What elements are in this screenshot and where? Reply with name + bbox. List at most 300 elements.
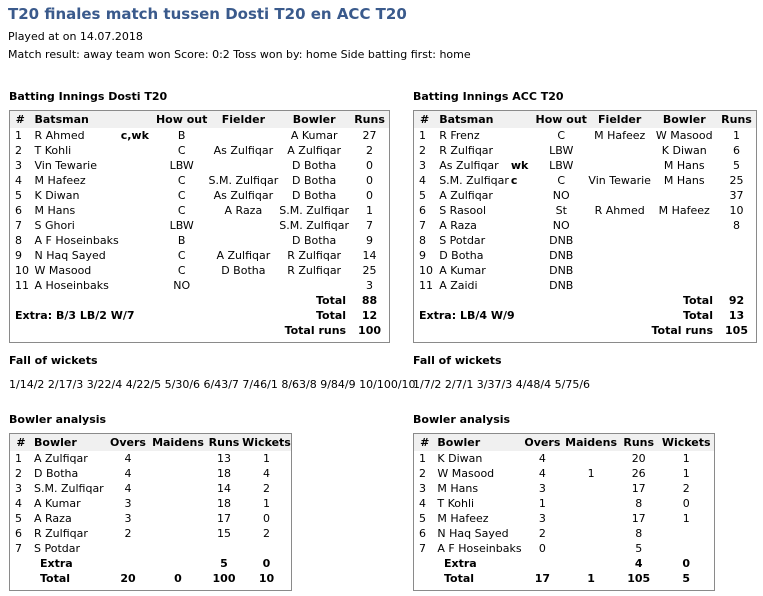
- wickets: 5: [682, 572, 691, 585]
- fielder: [588, 143, 652, 158]
- bowler-name: M Hafeez: [437, 512, 489, 525]
- fielder: As Zulfiqar: [213, 189, 274, 202]
- overs: 20: [120, 572, 136, 585]
- bowl-total-row: [10, 571, 291, 586]
- runs: 27: [362, 129, 377, 142]
- row-number: 1: [419, 129, 426, 142]
- maidens: 1: [587, 467, 595, 480]
- how-out: DNB: [549, 279, 574, 292]
- row-number: 10: [15, 264, 29, 277]
- how-out: LBW: [169, 219, 194, 232]
- row-number: 1: [15, 129, 22, 142]
- fielder: A Raza: [224, 204, 263, 217]
- fielder: S.M. Zulfiqar: [208, 174, 279, 187]
- bowler: M Hafeez: [658, 204, 710, 217]
- row-number: 11: [419, 279, 433, 292]
- summary-label: Total: [682, 309, 713, 322]
- how-out: NO: [552, 189, 570, 202]
- runs: 5: [733, 159, 740, 172]
- batting-row: [10, 248, 389, 263]
- overs: 3: [538, 512, 546, 525]
- overs: 1: [538, 497, 546, 510]
- runs: 9: [366, 234, 374, 247]
- batsman-name: S Ghori: [34, 219, 75, 232]
- row-number: 5: [419, 512, 426, 525]
- batsman-name: A Kumar: [439, 264, 486, 277]
- summary-label: Extra: [40, 557, 73, 570]
- maidens: 1: [587, 572, 595, 585]
- fielder: D Botha: [221, 264, 266, 277]
- overs: 2: [124, 527, 132, 540]
- how-out: C: [177, 264, 186, 277]
- runs: 18: [217, 467, 231, 480]
- bowler-name: W Masood: [437, 467, 495, 480]
- batsman-tag: [509, 233, 535, 248]
- maidens: [150, 451, 206, 466]
- bowler-name: M Hans: [437, 482, 479, 495]
- runs: 14: [362, 249, 377, 262]
- batsman-tag: c: [510, 174, 518, 187]
- wickets: 4: [263, 467, 270, 480]
- runs: 18: [217, 497, 231, 510]
- batting-table-left: [9, 110, 390, 343]
- runs: 105: [627, 572, 651, 585]
- batsman-tag: [119, 143, 155, 158]
- how-out: B: [177, 129, 186, 142]
- row-number: 4: [15, 497, 22, 510]
- row-number: 2: [15, 467, 22, 480]
- batsman-name: W Masood: [34, 264, 92, 277]
- maidens: [563, 526, 619, 541]
- col-header: Wickets: [658, 434, 714, 451]
- batsman-name: S Rasool: [439, 204, 487, 217]
- bowler-row: [10, 496, 291, 511]
- runs: 3: [366, 279, 374, 292]
- batsman-tag: [119, 158, 155, 173]
- row-number: 3: [419, 482, 426, 495]
- wickets: 0: [262, 557, 271, 570]
- row-number: 1: [419, 452, 426, 465]
- overs: 3: [124, 497, 132, 510]
- bowler-row: [414, 451, 714, 466]
- bowler-row: [414, 511, 714, 526]
- col-header: Overs: [106, 434, 150, 451]
- bowler-row: [414, 481, 714, 496]
- row-number: 4: [419, 497, 426, 510]
- bowl-total-row: [414, 571, 714, 586]
- batting-row: [10, 203, 389, 218]
- row-number: 4: [15, 174, 22, 187]
- summary-label: Total runs: [651, 324, 713, 337]
- row-number: 3: [15, 159, 22, 172]
- fow-title-right: Fall of wickets: [413, 354, 502, 367]
- bowl-title-right: Bowler analysis: [413, 413, 511, 426]
- page-title: T20 finales match tussen Dosti T20 en ACC T20: [8, 5, 407, 23]
- batsman-tag: [509, 143, 535, 158]
- runs: 15: [217, 527, 231, 540]
- batsman-tag: [119, 218, 155, 233]
- bowler: R Zulfiqar: [287, 249, 342, 262]
- runs: 5: [220, 557, 228, 570]
- bowler: M Hans: [663, 174, 705, 187]
- fielder: [209, 233, 279, 248]
- batting-row: [10, 233, 389, 248]
- batsman-tag: [509, 263, 535, 278]
- runs: [206, 541, 242, 556]
- col-header: #: [414, 434, 435, 451]
- bowler: D Botha: [292, 189, 337, 202]
- total-row: [414, 293, 756, 308]
- batsman-name: A Hoseinbaks: [34, 279, 109, 292]
- bowl-table-left: [9, 433, 292, 591]
- bowler-name: S Potdar: [34, 542, 81, 555]
- runs: 2: [366, 144, 374, 157]
- col-header: #: [10, 434, 32, 451]
- bowler-name: A Zulfiqar: [34, 452, 88, 465]
- batting-grid-left: [10, 111, 389, 338]
- batsman-name: Vin Tewarie: [34, 159, 98, 172]
- bowler-row: [414, 526, 714, 541]
- maidens: [150, 496, 206, 511]
- row-number: 5: [15, 512, 22, 525]
- bowler-name: S.M. Zulfiqar: [34, 482, 104, 495]
- batsman-tag: [119, 173, 155, 188]
- total-runs-row: [414, 323, 756, 338]
- how-out: DNB: [549, 249, 574, 262]
- how-out: DNB: [549, 234, 574, 247]
- summary-value: 92: [728, 294, 745, 307]
- bowler-name: A Kumar: [34, 497, 81, 510]
- maidens: [563, 481, 619, 496]
- bowler: [651, 218, 717, 233]
- bowler-row: [10, 511, 291, 526]
- extra-row: [10, 308, 389, 323]
- batting-row: [414, 173, 756, 188]
- fow-title-left: Fall of wickets: [9, 354, 98, 367]
- wickets: [658, 526, 714, 541]
- batting-row: [414, 158, 756, 173]
- runs: 17: [631, 482, 646, 495]
- runs: 0: [366, 159, 374, 172]
- overs: 3: [538, 482, 546, 495]
- batsman-name: R Ahmed: [34, 129, 85, 142]
- batsman-name: D Botha: [439, 249, 484, 262]
- batsman-name: N Haq Sayed: [34, 249, 106, 262]
- fielder: [588, 158, 652, 173]
- col-header: Runs: [206, 434, 242, 451]
- bowler-row: [414, 541, 714, 556]
- batting-row: [414, 248, 756, 263]
- row-number: 7: [15, 542, 22, 555]
- bowler: D Botha: [292, 174, 337, 187]
- how-out: LBW: [549, 144, 574, 157]
- batsman-tag: [509, 278, 535, 293]
- row-number: 7: [419, 219, 426, 232]
- col-header: Batsman: [31, 111, 155, 128]
- batting-row: [414, 218, 756, 233]
- col-header: Maidens: [150, 434, 206, 451]
- row-number: 10: [419, 264, 433, 277]
- runs: [717, 248, 756, 263]
- col-header: Bowler: [32, 434, 106, 451]
- batting-row: [10, 173, 389, 188]
- batsman-name: T Kohli: [34, 144, 72, 157]
- batsman-name: S.M. Zulfiqar: [439, 174, 509, 187]
- summary-value: 88: [361, 294, 378, 307]
- maidens: [150, 511, 206, 526]
- how-out: C: [177, 189, 186, 202]
- runs: 4: [634, 557, 643, 570]
- how-out: NO: [552, 219, 570, 232]
- row-number: 2: [419, 467, 426, 480]
- overs: 4: [538, 452, 546, 465]
- overs: [522, 556, 564, 571]
- fielder: [588, 233, 652, 248]
- col-header: Maidens: [565, 436, 618, 449]
- how-out: NO: [173, 279, 191, 292]
- row-number: 7: [419, 542, 426, 555]
- row-number: 3: [15, 482, 22, 495]
- bowler: [651, 278, 717, 293]
- summary-value: 12: [361, 309, 378, 322]
- bowler: W Masood: [655, 129, 713, 142]
- wickets: [658, 541, 714, 556]
- overs: 2: [538, 527, 546, 540]
- maidens: [150, 466, 206, 481]
- col-header: How out: [155, 113, 208, 126]
- bowl-extra-row: [10, 556, 291, 571]
- bowler-name: N Haq Sayed: [437, 527, 509, 540]
- batsman-name: S Potdar: [439, 234, 486, 247]
- bowler-row: [10, 451, 291, 466]
- bowler: M Hans: [663, 159, 705, 172]
- bowler: [651, 263, 717, 278]
- fow-left: 1/14/2 2/17/3 3/22/4 4/22/5 5/30/6 6/43/7 7/46/1 8/63/8 9/84/9 10/100/10: [9, 378, 416, 391]
- batting-title-right: Batting Innings ACC T20: [413, 90, 564, 103]
- bowler-row: [414, 466, 714, 481]
- batsman-name: A Raza: [439, 219, 477, 232]
- how-out: St: [555, 204, 567, 217]
- how-out: C: [177, 174, 186, 187]
- runs: 25: [729, 174, 744, 187]
- batting-row: [10, 143, 389, 158]
- batsman-tag: [119, 203, 155, 218]
- fielder: [588, 263, 652, 278]
- wickets: 0: [263, 512, 270, 525]
- bowler: K Diwan: [661, 144, 707, 157]
- col-header: #: [10, 111, 31, 128]
- runs: 1: [366, 204, 374, 217]
- bowler-name: A Raza: [34, 512, 72, 525]
- summary-value: 105: [725, 324, 748, 337]
- maidens: [150, 541, 206, 556]
- maidens: [563, 451, 619, 466]
- wickets: 0: [682, 557, 691, 570]
- batsman-name: M Hafeez: [34, 174, 86, 187]
- batting-row: [414, 128, 756, 143]
- runs: 0: [366, 174, 374, 187]
- bowler-row: [10, 541, 291, 556]
- runs: 100: [212, 572, 236, 585]
- row-number: 1: [15, 452, 22, 465]
- row-number: 8: [419, 234, 426, 247]
- fielder: [588, 218, 652, 233]
- how-out: DNB: [549, 264, 574, 277]
- summary-label: Total: [444, 572, 475, 585]
- maidens: [563, 556, 619, 571]
- summary-value: 13: [728, 309, 745, 322]
- bowl-grid-right: [414, 434, 714, 586]
- summary-label: Total: [316, 294, 347, 307]
- runs: 8: [733, 219, 740, 232]
- wickets: 2: [263, 527, 270, 540]
- runs: [717, 278, 756, 293]
- runs: 17: [631, 512, 646, 525]
- runs: 8: [635, 497, 643, 510]
- summary-value: 100: [358, 324, 382, 337]
- fielder: R Ahmed: [594, 204, 645, 217]
- how-out: B: [177, 234, 186, 247]
- bowler-name: A F Hoseinbaks: [437, 542, 522, 555]
- extra-row: [414, 308, 756, 323]
- batsman-name: K Diwan: [34, 189, 80, 202]
- batting-row: [414, 203, 756, 218]
- batting-row: [10, 158, 389, 173]
- runs: 10: [729, 204, 744, 217]
- bowler: [278, 278, 350, 293]
- row-number: 11: [15, 279, 29, 292]
- bowler: A Kumar: [290, 129, 338, 142]
- overs: 4: [124, 452, 132, 465]
- how-out: C: [177, 204, 186, 217]
- batsman-name: R Zulfiqar: [439, 144, 494, 157]
- overs: 0: [538, 542, 546, 555]
- how-out: C: [557, 129, 566, 142]
- row-number: 6: [419, 204, 426, 217]
- maidens: [563, 496, 619, 511]
- fow-right: 1/7/2 2/7/1 3/37/3 4/48/4 5/75/6: [413, 378, 591, 391]
- row-number: 6: [15, 204, 22, 217]
- summary-extra: Extra: LB/4 W/9: [419, 309, 515, 322]
- bowler-row: [10, 481, 291, 496]
- runs: 6: [733, 144, 740, 157]
- batting-grid-right: [414, 111, 756, 338]
- bowl-table-right: [413, 433, 715, 591]
- batting-title-left: Batting Innings Dosti T20: [9, 90, 168, 103]
- batting-row: [10, 128, 389, 143]
- wickets: 1: [263, 452, 270, 465]
- bowl-title-left: Bowler analysis: [9, 413, 107, 426]
- batsman-name: A F Hoseinbaks: [34, 234, 119, 247]
- batsman-name: A Zaidi: [439, 279, 478, 292]
- maidens: [150, 556, 206, 571]
- runs: 13: [217, 452, 231, 465]
- bowler: A Zulfiqar: [287, 144, 342, 157]
- bowler: R Zulfiqar: [287, 264, 342, 277]
- total-row: [10, 293, 389, 308]
- bowler: D Botha: [292, 234, 337, 247]
- fielder: [588, 278, 652, 293]
- bowl-grid-left: [10, 434, 291, 586]
- runs: [717, 233, 756, 248]
- summary-label: Total runs: [284, 324, 347, 337]
- runs: 17: [217, 512, 231, 525]
- col-header: How out: [535, 113, 587, 126]
- fielder: Vin Tewarie: [588, 174, 651, 187]
- batsman-tag: [119, 278, 155, 293]
- how-out: C: [177, 144, 186, 157]
- played-at: Played at on 14.07.2018: [8, 30, 143, 43]
- row-number: 9: [419, 249, 426, 262]
- batting-table-right: [413, 110, 757, 343]
- batsman-tag: [119, 233, 155, 248]
- bowler-name: R Zulfiqar: [34, 527, 88, 540]
- overs: 4: [538, 467, 546, 480]
- bowler-row: [414, 496, 714, 511]
- maidens: [563, 511, 619, 526]
- col-header: Batsman: [435, 111, 534, 128]
- bowler: S.M. Zulfiqar: [279, 204, 349, 217]
- fielder: A Zulfiqar: [216, 249, 271, 262]
- row-number: 4: [419, 174, 426, 187]
- col-header: Fielder: [588, 111, 652, 128]
- row-number: 9: [15, 249, 22, 262]
- wickets: 1: [682, 467, 690, 480]
- bowler: [651, 248, 717, 263]
- runs: 14: [217, 482, 231, 495]
- col-header: Bowler: [651, 111, 717, 128]
- batsman-tag: wk: [510, 159, 529, 172]
- fielder: [209, 128, 279, 143]
- how-out: LBW: [549, 159, 574, 172]
- wickets: 1: [263, 497, 270, 510]
- col-header: Overs: [522, 434, 564, 451]
- match-result: Match result: away team won Score: 0:2 Toss won by: home Side batting first: home: [8, 48, 471, 61]
- col-header: Fielder: [209, 111, 279, 128]
- batsman-tag: [509, 128, 535, 143]
- maidens: [150, 526, 206, 541]
- overs: 4: [124, 482, 132, 495]
- bowler: D Botha: [292, 159, 337, 172]
- runs: [717, 263, 756, 278]
- batting-row: [414, 233, 756, 248]
- col-header: Runs: [350, 111, 389, 128]
- how-out: C: [557, 174, 566, 187]
- batsman-tag: [119, 248, 155, 263]
- batsman-tag: [509, 188, 535, 203]
- wickets: 1: [682, 512, 690, 525]
- runs: 7: [366, 219, 374, 232]
- overs: [106, 556, 150, 571]
- summary-extra: [10, 293, 278, 308]
- col-header: Wickets: [242, 436, 291, 449]
- summary-label: Extra: [444, 557, 477, 570]
- bowler-row: [10, 466, 291, 481]
- fielder: As Zulfiqar: [213, 144, 274, 157]
- col-header: Runs: [619, 434, 658, 451]
- wickets: [242, 541, 291, 556]
- fielder: [588, 248, 652, 263]
- batting-row: [10, 278, 389, 293]
- runs: 5: [635, 542, 643, 555]
- row-number: 8: [15, 234, 22, 247]
- batting-row: [414, 143, 756, 158]
- runs: 25: [362, 264, 377, 277]
- summary-extra: [414, 323, 651, 338]
- how-out: LBW: [169, 159, 194, 172]
- row-number: 3: [419, 159, 426, 172]
- bowler-name: T Kohli: [437, 497, 475, 510]
